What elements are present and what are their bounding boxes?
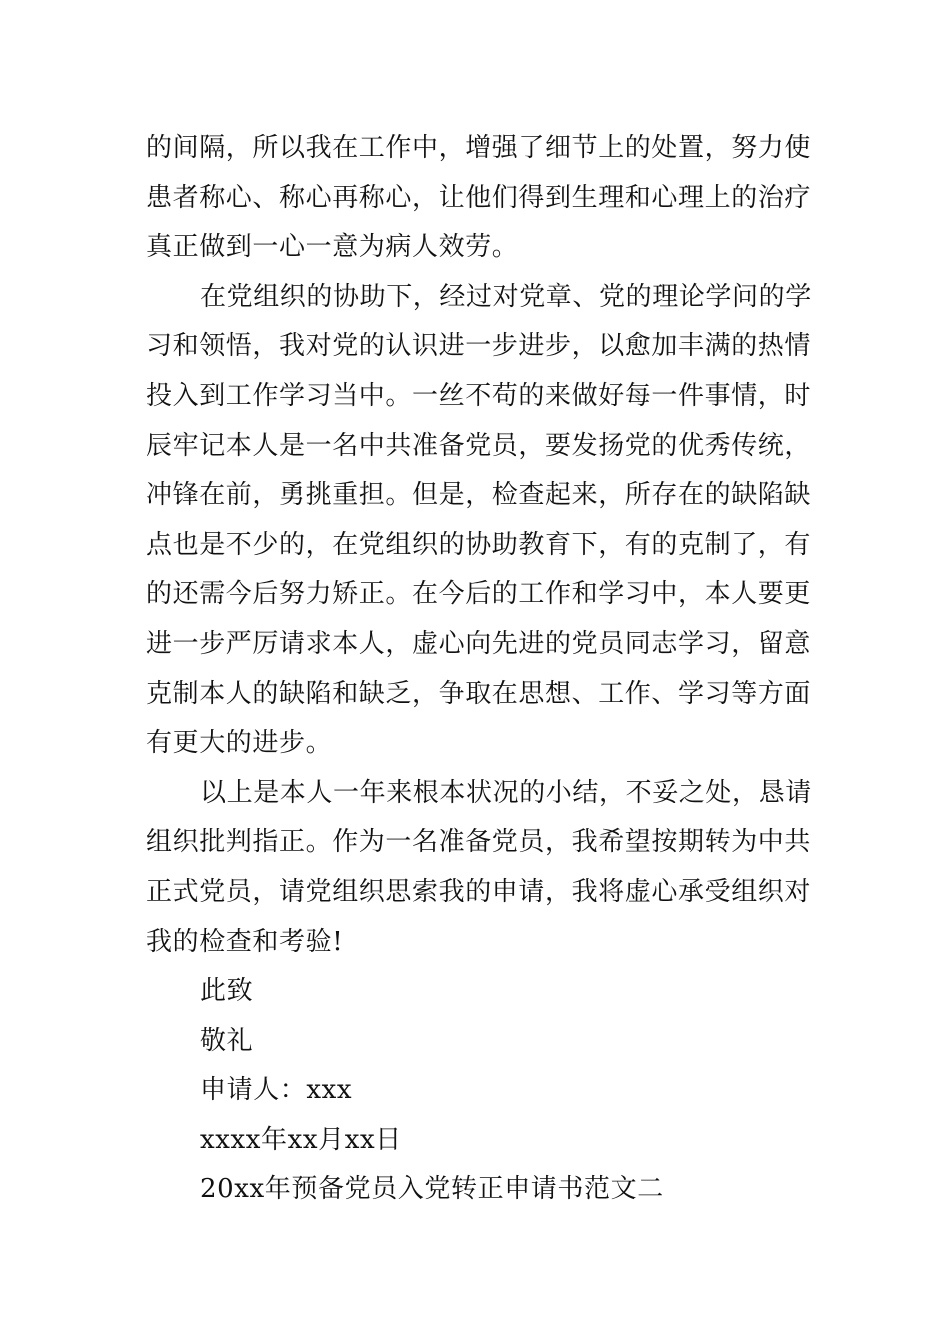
- next-section-title: 20xx年预备党员入党转正申请书范文二: [200, 1174, 664, 1205]
- text-line: 真正做到一心一意为病人效劳。: [146, 232, 519, 263]
- text-line: 有更大的进步。: [146, 728, 333, 759]
- text-line: 进一步严厉请求本人，虚心向先进的党员同志学习，留意: [146, 628, 812, 659]
- letter-closing: [146, 967, 808, 1215]
- text-line: 在党组织的协助下，经过对党章、党的理论学问的学: [200, 281, 812, 312]
- text-line: 正式党员，请党组织思索我的申请，我将虚心承受组织对: [146, 876, 812, 907]
- text-line: 患者称心、称心再称心，让他们得到生理和心理上的治疗: [146, 182, 812, 213]
- paragraph-party-study: [146, 273, 812, 769]
- text-line: 习和领悟，我对党的认识进一步进步，以愈加丰满的热情: [146, 331, 812, 362]
- document-body: [146, 124, 812, 1215]
- text-line: 组织批判指正。作为一名准备党员，我希望按期转为中共: [146, 827, 812, 858]
- paragraph-summary: [146, 769, 812, 967]
- text-line: 点也是不少的，在党组织的协助教育下，有的克制了，有: [146, 529, 812, 560]
- paragraph-continuation: [146, 124, 812, 273]
- text-line: 投入到工作学习当中。一丝不苟的来做好每一件事情，时: [146, 380, 812, 411]
- text-line: 的还需今后努力矫正。在今后的工作和学习中，本人要更: [146, 579, 812, 610]
- text-line: 辰牢记本人是一名中共准备党员，要发扬党的优秀传统，: [146, 430, 812, 461]
- text-line: 以上是本人一年来根本状况的小结，不妥之处，恳请: [200, 777, 812, 808]
- salutation-line: 敬礼: [200, 1025, 254, 1056]
- text-line: 的间隔，所以我在工作中，增强了细节上的处置，努力使: [146, 133, 812, 163]
- date-line: xxxx年xx月xx日: [200, 1124, 402, 1155]
- salutation-line: 此致: [200, 976, 254, 1007]
- text-line: 克制本人的缺陷和缺乏，争取在思想、工作、学习等方面: [146, 678, 812, 709]
- text-line: 冲锋在前，勇挑重担。但是，检查起来，所存在的缺陷缺: [146, 480, 812, 511]
- applicant-line: 申请人：xxx: [200, 1075, 353, 1106]
- text-line: 我的检查和考验!: [146, 926, 344, 957]
